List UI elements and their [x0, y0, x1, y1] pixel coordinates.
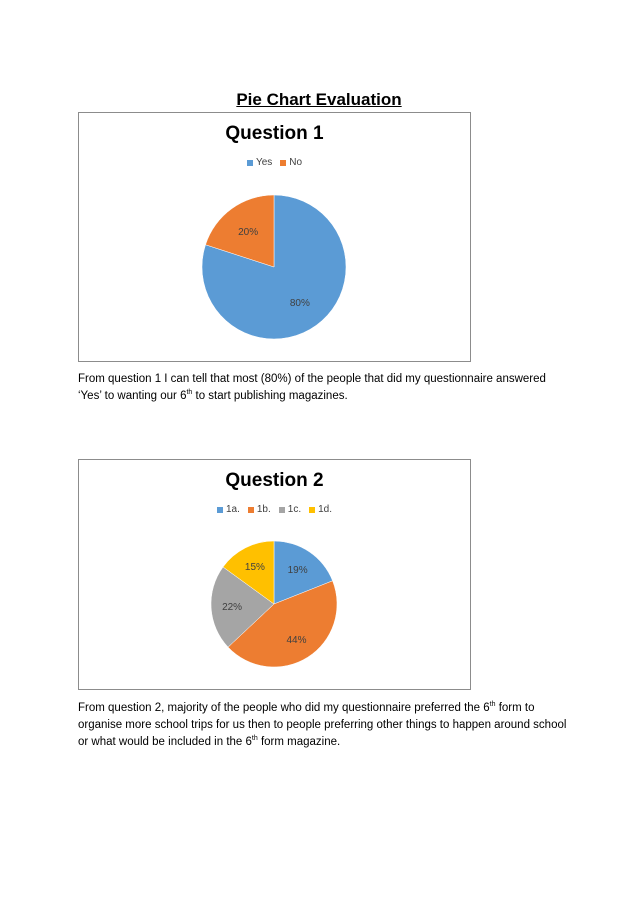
data-label: 44% — [286, 634, 307, 646]
data-label: 20% — [238, 226, 259, 238]
pie-chart-svg — [79, 113, 470, 361]
superscript: th — [251, 735, 258, 743]
paragraph-text: From question 2, majority of the people who did my questionnaire preferred the 6 — [78, 702, 490, 714]
chart-question-2 — [78, 459, 471, 690]
paragraph-text: form magazine. — [257, 736, 341, 748]
legend-label: 1a. — [225, 504, 240, 515]
page-title: Pie Chart Evaluation — [236, 90, 402, 109]
legend-label: No — [289, 157, 303, 168]
data-label: 19% — [287, 564, 308, 576]
evaluation-paragraph-2 — [78, 700, 568, 751]
superscript: th — [489, 701, 496, 709]
legend-label: 1c. — [287, 504, 302, 515]
legend-label: 1b. — [256, 504, 271, 515]
data-label: 80% — [289, 298, 310, 310]
legend-label: 1d. — [318, 504, 333, 515]
chart-question-1 — [78, 112, 471, 362]
chart-title: Question 1 — [225, 123, 324, 144]
paragraph-text: From question 1 I can tell that most (80%) of the people that did my questionnaire answered ‘Yes’ to wanting our 6 — [78, 373, 546, 402]
data-label: 22% — [222, 602, 243, 614]
superscript: th — [186, 389, 193, 397]
chart-title: Question 2 — [225, 470, 324, 491]
pie-chart-svg — [79, 460, 470, 689]
data-label: 15% — [244, 562, 265, 574]
paragraph-text: to start publishing magazines. — [192, 390, 348, 402]
paragraph-text: form to organise more school trips for us then to people preferring other things to happen around school or what would be included in the 6 — [78, 702, 567, 748]
legend-label: Yes — [255, 157, 273, 168]
evaluation-paragraph-1 — [78, 371, 568, 405]
